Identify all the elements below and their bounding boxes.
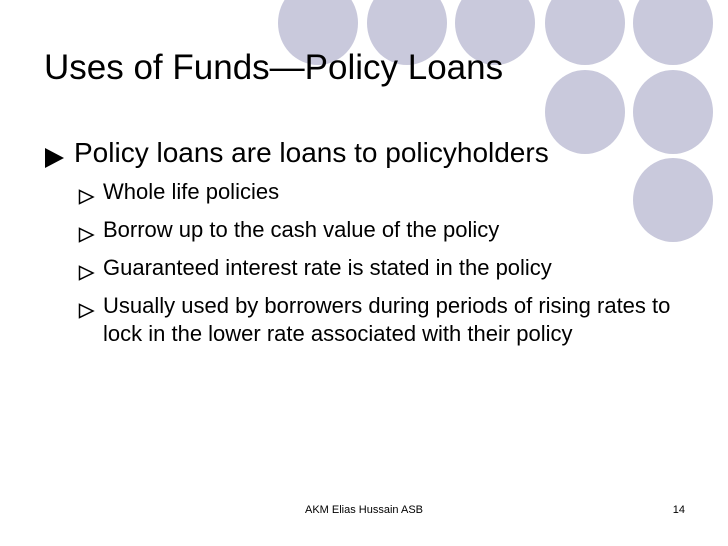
filled-arrow-bullet-icon [44,143,70,177]
sub-bullet-text: Whole life policies [103,179,280,204]
sub-bullet [78,216,678,244]
hollow-arrow-bullet-icon [78,184,96,212]
decorative-circle [633,0,713,65]
main-bullet-text: Policy loans are loans to policyholders [74,137,549,168]
decorative-circle [633,70,713,154]
sub-bullet-text: Borrow up to the cash value of the policy [103,217,500,242]
sub-bullet-list [78,178,678,358]
decorative-circle [545,0,625,65]
page-number: 14 [672,504,685,516]
footer-text: AKM Elias Hussain ASB [305,504,423,516]
hollow-arrow-bullet-icon [78,222,96,250]
decorative-circle [545,70,625,154]
sub-bullet-text: Usually used by borrowers during periods of rising rates to lock in the lower rate associated with their policy [103,293,671,346]
sub-bullet [78,292,678,348]
sub-bullet [78,254,678,282]
sub-bullet [78,178,678,206]
slide-title: Uses of Funds—Policy Loans [44,48,504,87]
hollow-arrow-bullet-icon [78,260,96,288]
hollow-arrow-bullet-icon [78,298,96,326]
sub-bullet-text: Guaranteed interest rate is stated in the policy [103,255,552,280]
